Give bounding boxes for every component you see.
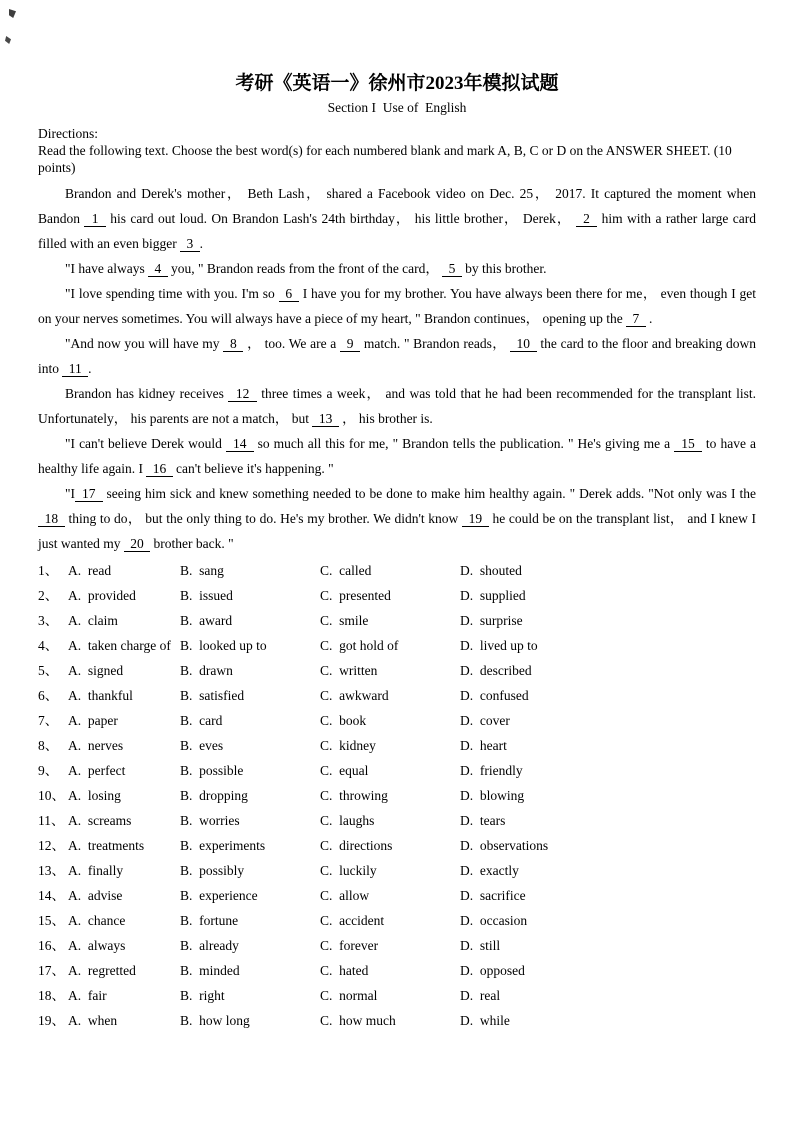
question-number: 11、	[38, 813, 65, 828]
option-d: D. occasion	[460, 913, 528, 928]
option-row	[38, 858, 756, 883]
option-c: C. got hold of	[320, 638, 399, 653]
question-number: 4、	[38, 638, 59, 653]
options-list	[38, 558, 756, 1033]
option-row	[38, 883, 756, 908]
option-c: C. throwing	[320, 788, 388, 803]
option-d: D. cover	[460, 713, 510, 728]
option-c: C. normal	[320, 988, 378, 1003]
question-number: 14、	[38, 888, 65, 903]
option-d: D. friendly	[460, 763, 523, 778]
question-number: 17、	[38, 963, 65, 978]
blank-10: 10	[510, 336, 537, 352]
option-a: A. nerves	[68, 738, 124, 753]
option-d: D. shouted	[460, 563, 522, 578]
passage-paragraph: "And now you will have my 8 ， too. We are a 9 match. " Brandon reads， 10 the card to the floor and breaking down into 11 .	[38, 336, 757, 376]
option-b: B. how long	[180, 1013, 250, 1028]
passage-paragraph: Brandon has kidney receives 12 three times a week， and was told that he had been recommended for the transplant list. Unfortunately， his parents are not a match， but 13 ， his brother is.	[38, 386, 757, 426]
option-d: D. described	[460, 663, 532, 678]
question-number: 6、	[38, 688, 59, 703]
option-c: C. luckily	[320, 863, 377, 878]
blank-14: 14	[226, 436, 254, 452]
option-a: A. signed	[68, 663, 124, 678]
option-row	[38, 733, 756, 758]
blank-20: 20	[124, 536, 150, 552]
option-c: C. laughs	[320, 813, 375, 828]
option-c: C. hated	[320, 963, 369, 978]
blank-6: 6	[279, 286, 299, 302]
option-a: A. finally	[68, 863, 124, 878]
option-b: B. satisfied	[180, 688, 245, 703]
question-number: 8、	[38, 738, 59, 753]
option-b: B. fortune	[180, 913, 239, 928]
option-b: B. issued	[180, 588, 233, 603]
option-d: D. opposed	[460, 963, 525, 978]
option-a: A. claim	[68, 613, 118, 628]
option-row	[38, 633, 756, 658]
option-d: D. real	[460, 988, 501, 1003]
option-b: B. sang	[180, 563, 224, 578]
option-d: D. sacrifice	[460, 888, 526, 903]
question-number: 5、	[38, 663, 59, 678]
blank-18: 18	[38, 511, 65, 527]
option-d: D. lived up to	[460, 638, 538, 653]
option-d: D. tears	[460, 813, 506, 828]
option-a: A. regretted	[68, 963, 136, 978]
option-b: B. award	[180, 613, 233, 628]
blank-12: 12	[228, 386, 256, 402]
blank-3: 3	[180, 236, 200, 252]
option-row	[38, 708, 756, 733]
option-row	[38, 683, 756, 708]
option-row	[38, 558, 756, 583]
blank-11: 11	[62, 361, 88, 377]
question-number: 12、	[38, 838, 65, 853]
option-row	[38, 933, 756, 958]
option-row	[38, 1008, 756, 1033]
question-number: 7、	[38, 713, 59, 728]
blank-2: 2	[576, 211, 598, 227]
blank-13: 13	[312, 411, 338, 427]
question-number: 13、	[38, 863, 65, 878]
page-artifact	[9, 9, 16, 18]
option-row	[38, 608, 756, 633]
option-a: A. perfect	[68, 763, 126, 778]
option-a: A. thankful	[68, 688, 133, 703]
question-number: 15、	[38, 913, 65, 928]
option-row	[38, 783, 756, 808]
option-row	[38, 958, 756, 983]
option-b: B. possible	[180, 763, 244, 778]
option-c: C. how much	[320, 1013, 396, 1028]
option-b: B. card	[180, 713, 223, 728]
question-number: 10、	[38, 788, 65, 803]
passage-paragraph: "I 17 seeing him sick and knew something needed to be done to make him healthy again. " Derek adds. "Not only was I the 18 thing to do， but the only thing to do. He's my brother. We didn't know 19 he could be on the transplant list， and I knew I just wanted my 20 brother back. "	[38, 486, 757, 551]
blank-9: 9	[340, 336, 360, 352]
page-title: 考研《英语一》徐州市2023年模拟试题	[235, 73, 559, 94]
blank-5: 5	[442, 261, 462, 277]
option-c: C. kidney	[320, 738, 376, 753]
option-a: A. read	[68, 563, 112, 578]
option-a: A. treatments	[68, 838, 145, 853]
option-a: A. screams	[68, 813, 132, 828]
blank-17: 17	[75, 486, 103, 502]
option-b: B. worries	[180, 813, 240, 828]
option-b: B. minded	[180, 963, 240, 978]
option-d: D. blowing	[460, 788, 525, 803]
option-c: C. directions	[320, 838, 393, 853]
option-row	[38, 658, 756, 683]
option-b: B. drawn	[180, 663, 233, 678]
option-a: A. taken charge of	[68, 638, 171, 653]
option-c: C. awkward	[320, 688, 389, 703]
blank-15: 15	[674, 436, 702, 452]
directions-label: Directions:	[38, 126, 98, 141]
blank-8: 8	[223, 336, 243, 352]
section-heading: Section I Use of English	[327, 100, 467, 115]
question-number: 1、	[38, 563, 59, 578]
option-d: D. surprise	[460, 613, 523, 628]
option-b: B. right	[180, 988, 225, 1003]
option-c: C. forever	[320, 938, 379, 953]
option-row	[38, 983, 756, 1008]
option-a: A. fair	[68, 988, 107, 1003]
option-a: A. when	[68, 1013, 118, 1028]
question-number: 2、	[38, 588, 59, 603]
option-c: C. accident	[320, 913, 385, 928]
option-d: D. while	[460, 1013, 510, 1028]
option-row	[38, 833, 756, 858]
option-row	[38, 908, 756, 933]
option-b: B. experiments	[180, 838, 266, 853]
option-c: C. allow	[320, 888, 370, 903]
passage-paragraph: "I can't believe Derek would 14 so much all this for me, " Brandon tells the publication. " He's giving me a 15 to have a healthy life again. I 16 can't believe it's happening. "	[38, 436, 756, 476]
option-c: C. equal	[320, 763, 369, 778]
option-a: A. chance	[68, 913, 126, 928]
option-b: B. already	[180, 938, 239, 953]
question-number: 9、	[38, 763, 59, 778]
option-d: D. heart	[460, 738, 507, 753]
option-c: C. called	[320, 563, 372, 578]
option-a: A. always	[68, 938, 126, 953]
option-b: B. possibly	[180, 863, 245, 878]
option-d: D. supplied	[460, 588, 526, 603]
blank-19: 19	[462, 511, 489, 527]
passage-paragraph: Brandon and Derek's mother， Beth Lash， shared a Facebook video on Dec. 25， 2017. It captured the moment when Bandon 1 his card out loud. On Brandon Lash's 24th birthday， his little brother， Derek， 2 him with a rather large card filled with an even bigger 3 .	[38, 186, 757, 251]
page-artifact	[5, 36, 11, 44]
option-a: A. advise	[68, 888, 123, 903]
option-row	[38, 758, 756, 783]
option-b: B. experience	[180, 888, 258, 903]
option-c: C. book	[320, 713, 367, 728]
option-c: C. presented	[320, 588, 391, 603]
option-row	[38, 583, 756, 608]
option-d: D. still	[460, 938, 501, 953]
question-number: 3、	[38, 613, 59, 628]
option-b: B. looked up to	[180, 638, 267, 653]
option-d: D. observations	[460, 838, 549, 853]
blank-4: 4	[148, 261, 168, 277]
passage-paragraph: "I love spending time with you. I'm so 6 I have you for my brother. You have always been there for me， even though I get on your nerves sometimes. You will always have a piece of my heart, " Brandon continues， opening up the 7 .	[38, 286, 756, 326]
blank-7: 7	[626, 311, 646, 327]
option-c: C. written	[320, 663, 378, 678]
question-number: 16、	[38, 938, 65, 953]
option-row	[38, 808, 756, 833]
option-d: D. confused	[460, 688, 529, 703]
passage-paragraph: "I have always 4 you, " Brandon reads from the front of the card， 5 by this brother.	[65, 261, 547, 276]
blank-1: 1	[84, 211, 106, 227]
option-b: B. eves	[180, 738, 224, 753]
directions-text: Read the following text. Choose the best word(s) for each numbered blank and mark A, B, C or D on the ANSWER SHEET. (10 points)	[38, 143, 732, 175]
question-number: 19、	[38, 1013, 65, 1028]
cloze-passage	[38, 181, 756, 556]
option-b: B. dropping	[180, 788, 248, 803]
option-c: C. smile	[320, 613, 369, 628]
option-a: A. losing	[68, 788, 121, 803]
blank-16: 16	[146, 461, 172, 477]
question-number: 18、	[38, 988, 65, 1003]
option-a: A. paper	[68, 713, 118, 728]
option-a: A. provided	[68, 588, 136, 603]
option-d: D. exactly	[460, 863, 519, 878]
